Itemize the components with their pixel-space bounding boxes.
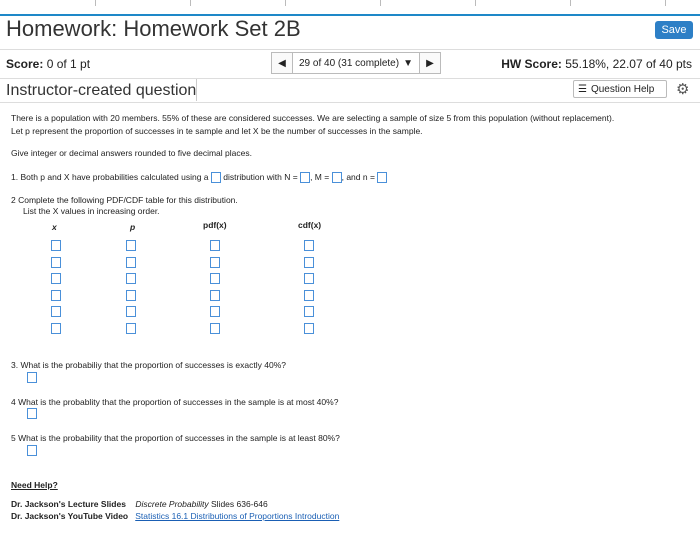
score-label: Score: <box>6 57 44 71</box>
hw-score <box>501 57 692 71</box>
q3-answer-input[interactable] <box>27 372 37 383</box>
distribution-input[interactable] <box>211 172 221 183</box>
column-header-cdf: cdf(x) <box>298 220 322 230</box>
prev-question-button[interactable] <box>271 52 293 74</box>
q1-text-d: , and n = <box>341 172 375 182</box>
question-help-button[interactable] <box>573 80 667 98</box>
x-input-row-6[interactable] <box>51 323 61 334</box>
youtube-label: Dr. Jackson's YouTube Video <box>11 511 129 521</box>
pdf-input-row-6[interactable] <box>210 323 220 334</box>
x-input-row-3[interactable] <box>51 273 61 284</box>
question-type: Instructor-created question <box>6 82 197 99</box>
triangle-right-icon: ▶ <box>426 57 434 69</box>
p-input-row-4[interactable] <box>126 290 136 301</box>
instructions: Give integer or decimal answers rounded to five decimal places. <box>11 148 252 158</box>
column-header-pdf: pdf(x) <box>203 220 227 230</box>
list-icon: ☰ <box>578 83 587 95</box>
hw-score-value: 55.18%, 22.07 of 40 pts <box>565 57 692 71</box>
question-5: 5 What is the probability that the proportion of successes in the sample is at least 80%? <box>11 433 340 443</box>
divider <box>0 102 700 103</box>
save-button[interactable]: Save <box>655 21 693 39</box>
q5-answer-input[interactable] <box>27 445 37 456</box>
question-select[interactable] <box>293 52 419 74</box>
question-help-label: Question Help <box>590 83 655 95</box>
lecture-slides-label: Dr. Jackson's Lecture Slides <box>11 499 126 509</box>
n-input[interactable] <box>300 172 310 183</box>
question-select-label: 29 of 40 (31 complete) <box>299 57 400 69</box>
score <box>6 57 90 71</box>
x-input-row-2[interactable] <box>51 257 61 268</box>
youtube-row <box>11 511 339 521</box>
gear-icon[interactable]: ⚙ <box>676 81 690 98</box>
youtube-link[interactable]: Statistics 16.1 Distributions of Proportions Introduction <box>135 511 340 521</box>
triangle-left-icon: ◀ <box>278 57 286 69</box>
score-value: 0 of 1 pt <box>46 57 91 71</box>
q1-text-c: , M = <box>310 172 330 182</box>
x-input-row-4[interactable] <box>51 290 61 301</box>
next-question-button[interactable] <box>419 52 441 74</box>
p-input-row-1[interactable] <box>126 240 136 251</box>
q1-text-a: 1. Both p and X have probabilities calculated using a <box>11 172 209 182</box>
pdf-input-row-2[interactable] <box>210 257 220 268</box>
p-input-row-6[interactable] <box>126 323 136 334</box>
lecture-slides-pages: Slides 636-646 <box>211 499 268 509</box>
x-input-row-1[interactable] <box>51 240 61 251</box>
cdf-input-row-4[interactable] <box>304 290 314 301</box>
question-1 <box>11 172 387 183</box>
divider <box>196 79 197 101</box>
intro-text-2: Let p represent the proportion of successes in te sample and let X be the number of successes in the sample. <box>11 126 423 136</box>
question-2: 2 Complete the following PDF/CDF table for this distribution. <box>11 195 238 205</box>
pdf-input-row-4[interactable] <box>210 290 220 301</box>
question-3: 3. What is the probabiliy that the proportion of successes is exactly 40%? <box>11 360 286 370</box>
pdf-input-row-1[interactable] <box>210 240 220 251</box>
intro-text-1: There is a population with 20 members. 55% of these are considered successes. We are selecting a sample of size 5 from this population (without replacement). <box>11 113 615 123</box>
lecture-slides-row <box>11 499 268 509</box>
cdf-input-row-3[interactable] <box>304 273 314 284</box>
pdf-input-row-5[interactable] <box>210 306 220 317</box>
top-strip <box>0 0 700 16</box>
question-navigator <box>271 53 441 73</box>
column-header-p: p <box>130 222 136 232</box>
hw-score-label: HW Score: <box>501 57 562 71</box>
question-4: 4 What is the probablity that the proportion of successes in the sample is at most 40%? <box>11 397 339 407</box>
question-2-instruction: List the X values in increasing order. <box>23 206 160 216</box>
p-input-row-3[interactable] <box>126 273 136 284</box>
x-input-row-5[interactable] <box>51 306 61 317</box>
cdf-input-row-1[interactable] <box>304 240 314 251</box>
column-header-x: x <box>52 222 57 232</box>
chevron-down-icon: ▼ <box>403 57 413 69</box>
score-bar <box>0 49 700 79</box>
cdf-input-row-2[interactable] <box>304 257 314 268</box>
pdf-input-row-3[interactable] <box>210 273 220 284</box>
cdf-input-row-5[interactable] <box>304 306 314 317</box>
need-help-title: Need Help? <box>11 480 58 490</box>
q4-answer-input[interactable] <box>27 408 37 419</box>
q1-text-b: distribution with N = <box>223 172 298 182</box>
p-input-row-2[interactable] <box>126 257 136 268</box>
m-input[interactable] <box>332 172 342 183</box>
cdf-input-row-6[interactable] <box>304 323 314 334</box>
sample-size-input[interactable] <box>377 172 387 183</box>
page-title: Homework: Homework Set 2B <box>6 16 301 41</box>
p-input-row-5[interactable] <box>126 306 136 317</box>
lecture-slides-topic: Discrete Probability <box>135 499 209 509</box>
